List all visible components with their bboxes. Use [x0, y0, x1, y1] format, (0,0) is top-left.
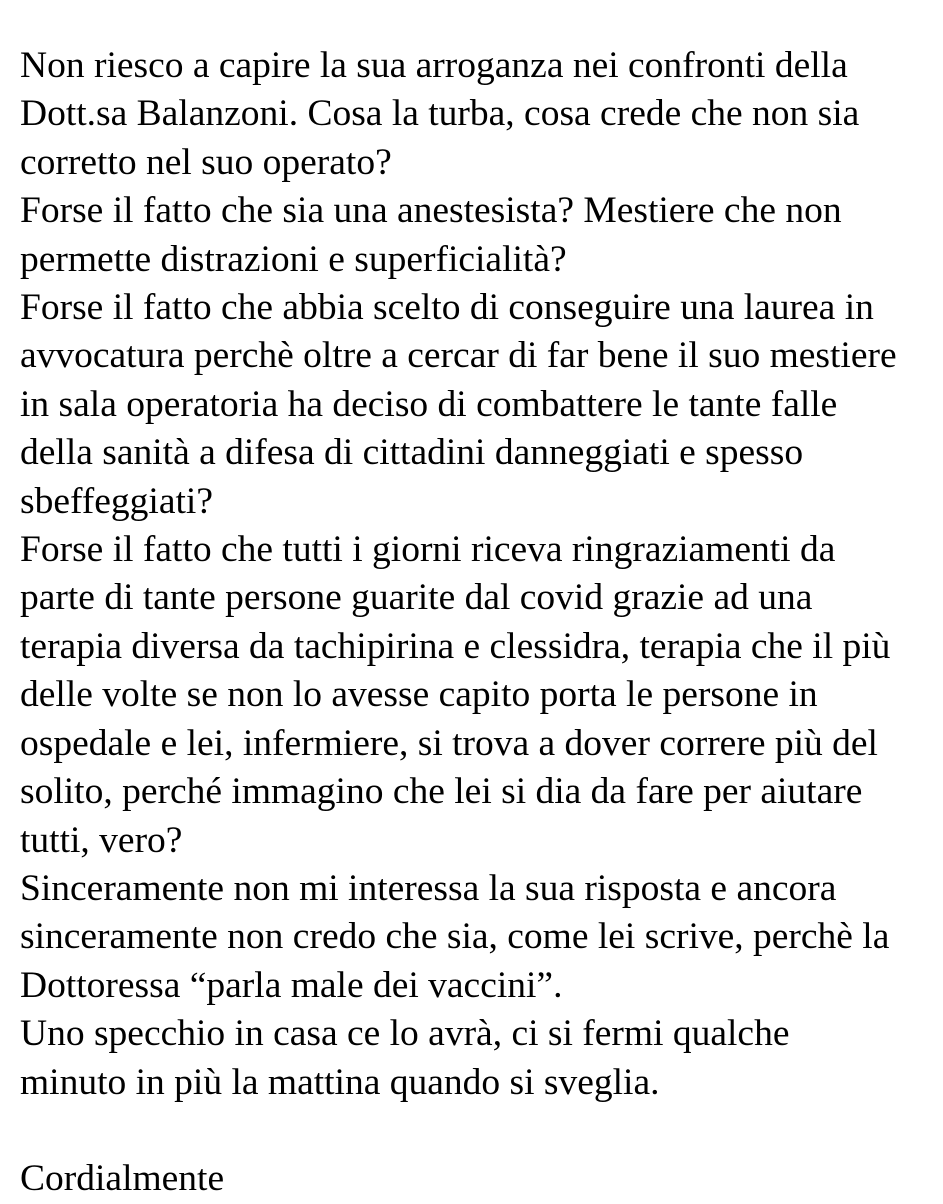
text-line: solito, perché immagino che lei si dia da fare per aiutare	[20, 771, 863, 813]
text-line: terapia diversa da tachipirina e clessidra, terapia che il più	[20, 625, 891, 667]
text-line: Forse il fatto che tutti i giorni riceva ringraziamenti da	[20, 529, 836, 571]
paragraph-5	[20, 865, 935, 1010]
paragraph-1	[20, 42, 935, 187]
text-line: Forse il fatto che sia una anestesista? Mestiere che non	[20, 190, 842, 232]
text-line: parte di tante persone guarite dal covid grazie ad una	[20, 577, 813, 619]
text-line: Dott.sa Balanzoni. Cosa la turba, cosa crede che non sia	[20, 93, 860, 135]
text-line: Forse il fatto che abbia scelto di conseguire una laurea in	[20, 287, 874, 329]
text-line: avvocatura perchè oltre a cercar di far bene il suo mestiere	[20, 335, 897, 377]
text-line: in sala operatoria ha deciso di combattere le tante falle	[20, 383, 838, 425]
text-line: sinceramente non credo che sia, come lei scrive, perchè la	[20, 916, 890, 958]
text-line: permette distrazioni e superficialità?	[20, 238, 567, 280]
text-line: Dottoressa “parla male dei vaccini”.	[20, 964, 563, 1006]
text-line: ospedale e lei, infermiere, si trova a dover correre più del	[20, 722, 878, 764]
text-line: tutti, vero?	[20, 819, 183, 861]
paragraph-4	[20, 526, 935, 865]
text-line: Uno specchio in casa ce lo avrà, ci si fermi qualche	[20, 1013, 790, 1055]
text-line: corretto nel suo operato?	[20, 141, 392, 183]
text-line: Non riesco a capire la sua arroganza nei confronti della	[20, 45, 848, 86]
paragraph-3	[20, 284, 935, 526]
text-line: della sanità a difesa di cittadini danneggiati e spesso	[20, 432, 804, 474]
text-line: Sinceramente non mi interessa la sua risposta e ancora	[20, 867, 837, 909]
text-line: minuto in più la mattina quando si sveglia.	[20, 1061, 660, 1103]
text-line: sbeffeggiati?	[20, 480, 213, 522]
closing-salutation: Cordialmente	[20, 1158, 225, 1200]
blank-line	[20, 1107, 935, 1155]
paragraph-2	[20, 187, 935, 284]
paragraph-6	[20, 1010, 935, 1107]
letter-document	[20, 42, 935, 1204]
text-line: delle volte se non lo avesse capito porta le persone in	[20, 674, 818, 716]
